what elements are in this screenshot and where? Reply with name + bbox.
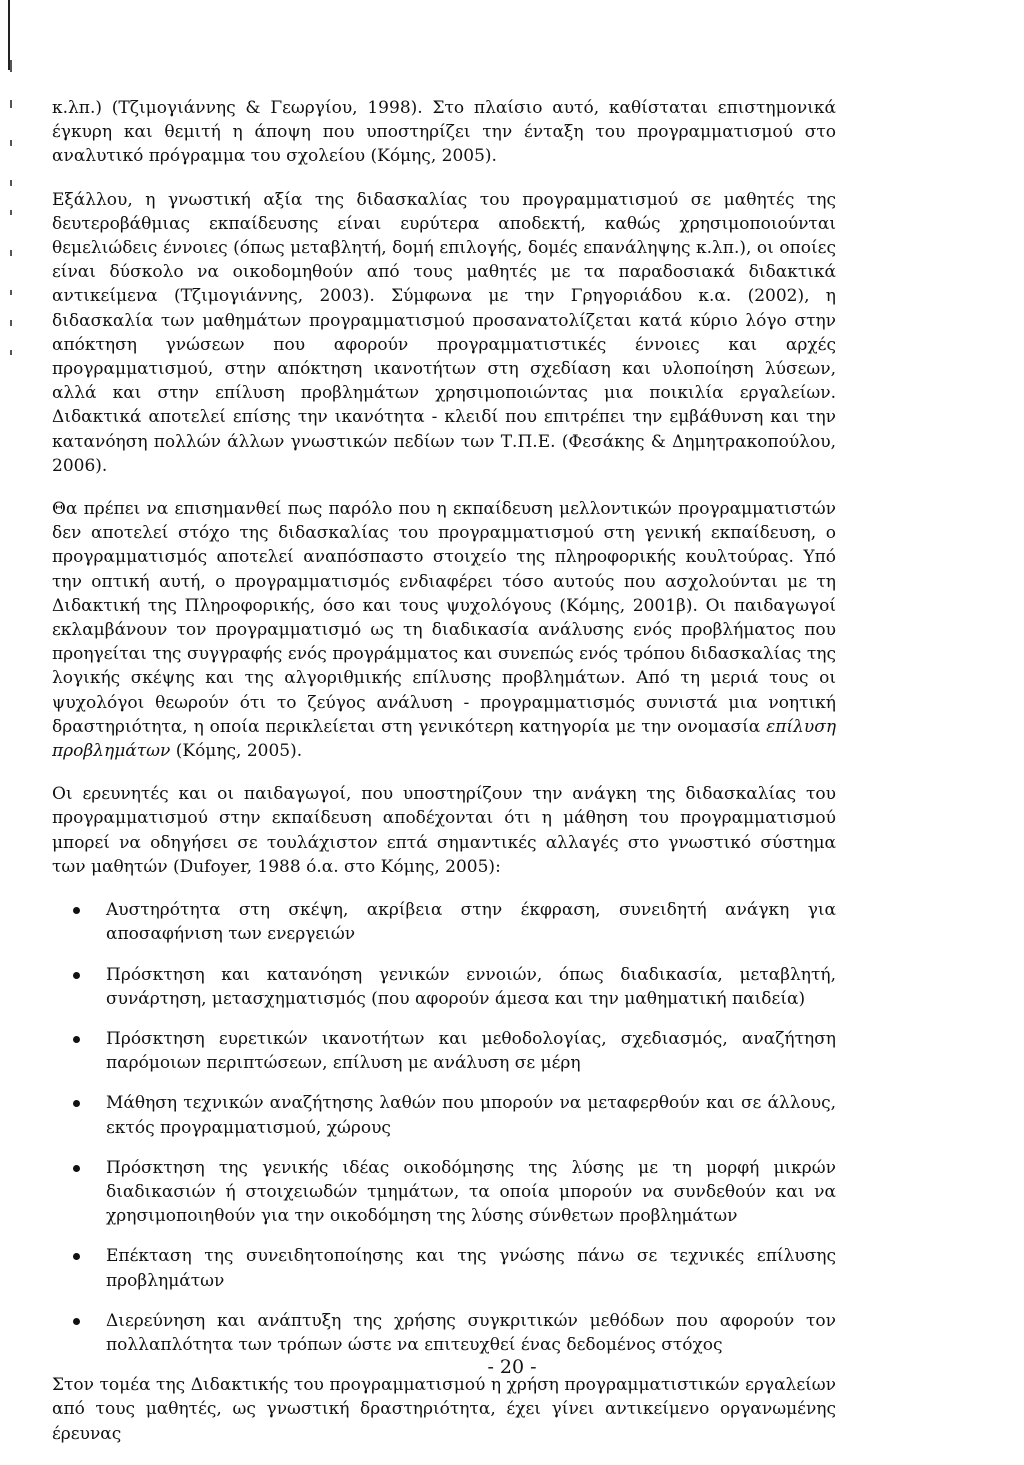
list-item: [52, 898, 836, 946]
list-item-text: Επέκταση της συνειδητοποίησης και της γνώσης πάνω σε τεχνικές επίλυσης προβλημάτων: [106, 1246, 836, 1291]
paragraph-3: [52, 497, 836, 763]
document-page: [52, 96, 836, 1465]
paragraph-5: Στον τομέα της Διδακτικής του προγραμματισμού η χρήση προγραμματιστικών εργαλείων από τους μαθητές, ως γνωστική δραστηριότητα, έχει γίνει αντικείμενο οργανωμένης έρευνας: [52, 1375, 836, 1444]
list-item: [52, 1309, 836, 1357]
list-item-text: Διερεύνηση και ανάπτυξη της χρήσης συγκριτικών μεθόδων που αφορούν τον πολλαπλότητα των τρόπων ώστε να επιτευχθεί ένας δεδομένος στόχος: [106, 1310, 836, 1355]
list-item: [52, 1091, 836, 1139]
bullet-icon: [73, 1165, 80, 1172]
paragraph-2: Εξάλλου, η γνωστική αξία της διδασκαλίας του προγραμματισμού σε μαθητές της δευτεροβάθμιας εκπαίδευσης είναι ευρύτερα αποδεκτή, καθώς χρησιμοποιούνται θεμελιώδεις έννοιες (όπως μεταβλητή, δομή επιλογής, δομές επανάληψης κ.λπ.), οι οποίες είναι δύσκολο να οικοδομηθούν από τους μαθητές με τα παραδοσιακά διδακτικά αντικείμενα (Τζιμογιάννης, 2003). Σύμφωνα με την Γρηγοριάδου κ.α. (2002), η διδασκαλία των μαθημάτων προγραμματισμού προσανατολίζεται κατά κύριο λόγο στην απόκτηση γνώσεων που αφορούν προγραμματιστικές έννοιες και αρχές προγραμματισμού, στην απόκτηση ικανοτήτων στη σχεδίαση και υλοποίηση λύσεων, αλλά και στην επίλυση προβλημάτων χρησιμοποιώντας μια ποικιλία εργαλείων. Διδακτικά αποτελεί επίσης την ικανότητα - κλειδί που επιτρέπει την εμβάθυνση και την κατανόηση πολλών άλλων γνωστικών πεδίων των Τ.Π.Ε. (Φεσάκης & Δημητρακοπούλου, 2006).: [52, 189, 836, 476]
paragraph-3-term: επίλυση προβλημάτων: [52, 716, 836, 762]
paragraph-4: Οι ερευνητές και οι παιδαγωγοί, που υποστηρίζουν την ανάγκη της διδασκαλίας του προγραμματισμού στην εκπαίδευση αποδέχονται ότι η μάθηση του προγραμματισμού μπορεί να οδηγήσει σε τουλάχιστον επτά σημαντικές αλλαγές στο γνωστικό σύστημα των μαθητών (Dufoyer, 1988 ό.α. στο Κόμης, 2005):: [52, 784, 836, 877]
bullet-icon: [73, 907, 80, 914]
list-item-text: Πρόσκτηση και κατανόηση γενικών εννοιών, όπως διαδικασία, μεταβλητή, συνάρτηση, μετασχηματισμός (που αφορούν άμεσα και την μαθηματική παιδεία): [106, 964, 836, 1009]
list-item: [52, 963, 836, 1011]
list-item-text: Μάθηση τεχνικών αναζήτησης λαθών που μπορούν να μεταφερθούν και σε άλλους, εκτός προγραμματισμού, χώρους: [106, 1093, 836, 1138]
bullet-icon: [73, 1253, 80, 1260]
paragraph-3-text: Θα πρέπει να επισημανθεί πως παρόλο που η εκπαίδευση μελλοντικών προγραμματιστών δεν αποτελεί στόχο της διδασκαλίας του προγραμματισμού στη γενική εκπαίδευση, ο προγραμματισμός αποτελεί αναπόσπαστο στοιχείο της πληροφορικής κουλτούρας. Υπό την οπτική αυτή, ο προγραμματισμός ενδιαφέρει τόσο αυτούς που ασχολούνται με τη Διδακτική της Πληροφορικής, όσο και τους ψυχολόγους (Κόμης, 2001β). Οι παιδαγωγοί εκλαμβάνουν τον προγραμματισμό ως τη διαδικασία ανάλυσης ενός προβλήματος που προηγείται της συγγραφής ενός προγράμματος και συνεπώς ενός τρόπου διδασκαλίας της λογικής σκέψης και της αλγοριθμικής επίλυσης προβλημάτων. Από τη μεριά τους οι ψυχολόγοι θεωρούν ότι το ζεύγος ανάλυση - προγραμματισμός συνιστά μια νοητική δραστηριότητα, η οποία περικλείεται στη γενικότερη κατηγορία με την ονομασία: [52, 499, 836, 737]
list-item: [52, 1156, 836, 1229]
list-item-text: Αυστηρότητα στη σκέψη, ακρίβεια στην έκφραση, συνειδητή ανάγκη για αποσαφήνιση των ενεργειών: [106, 900, 836, 945]
list-item-text: Πρόσκτηση ευρετικών ικανοτήτων και μεθοδολογίας, σχεδιασμός, αναζήτηση παρόμοιων περιπτώσεων, επίλυση με ανάλυση σε μέρη: [106, 1028, 836, 1074]
page-number: - 20 -: [487, 1356, 537, 1378]
bullet-icon: [73, 1318, 80, 1325]
bullet-icon: [73, 1036, 80, 1043]
bullet-icon: [73, 972, 80, 979]
list-item: [52, 1027, 836, 1075]
changes-bullet-list: [52, 898, 836, 1357]
scan-margin-marks: [10, 60, 18, 380]
list-item: [52, 1244, 836, 1292]
paragraph-3-citation: (Κόμης, 2005).: [170, 741, 303, 762]
paragraph-1: κ.λπ.) (Τζιμογιάννης & Γεωργίου, 1998). Στο πλαίσιο αυτό, καθίσταται επιστημονικά έγκυρη και θεμιτή η άποψη που υποστηρίζει την ένταξη του προγραμματισμού στο αναλυτικό πρόγραμμα του σχολείου (Κόμης, 2005).: [52, 98, 836, 167]
bullet-icon: [73, 1100, 80, 1107]
list-item-text: Πρόσκτηση της γενικής ιδέας οικοδόμησης της λύσης με τη μορφή μικρών διαδικασιών ή στοιχειωδών τμημάτων, τα οποία μπορούν να συνδεθούν και να χρησιμοποιηθούν για την οικοδόμηση της λύσης σύνθετων προβλημάτων: [106, 1157, 836, 1227]
